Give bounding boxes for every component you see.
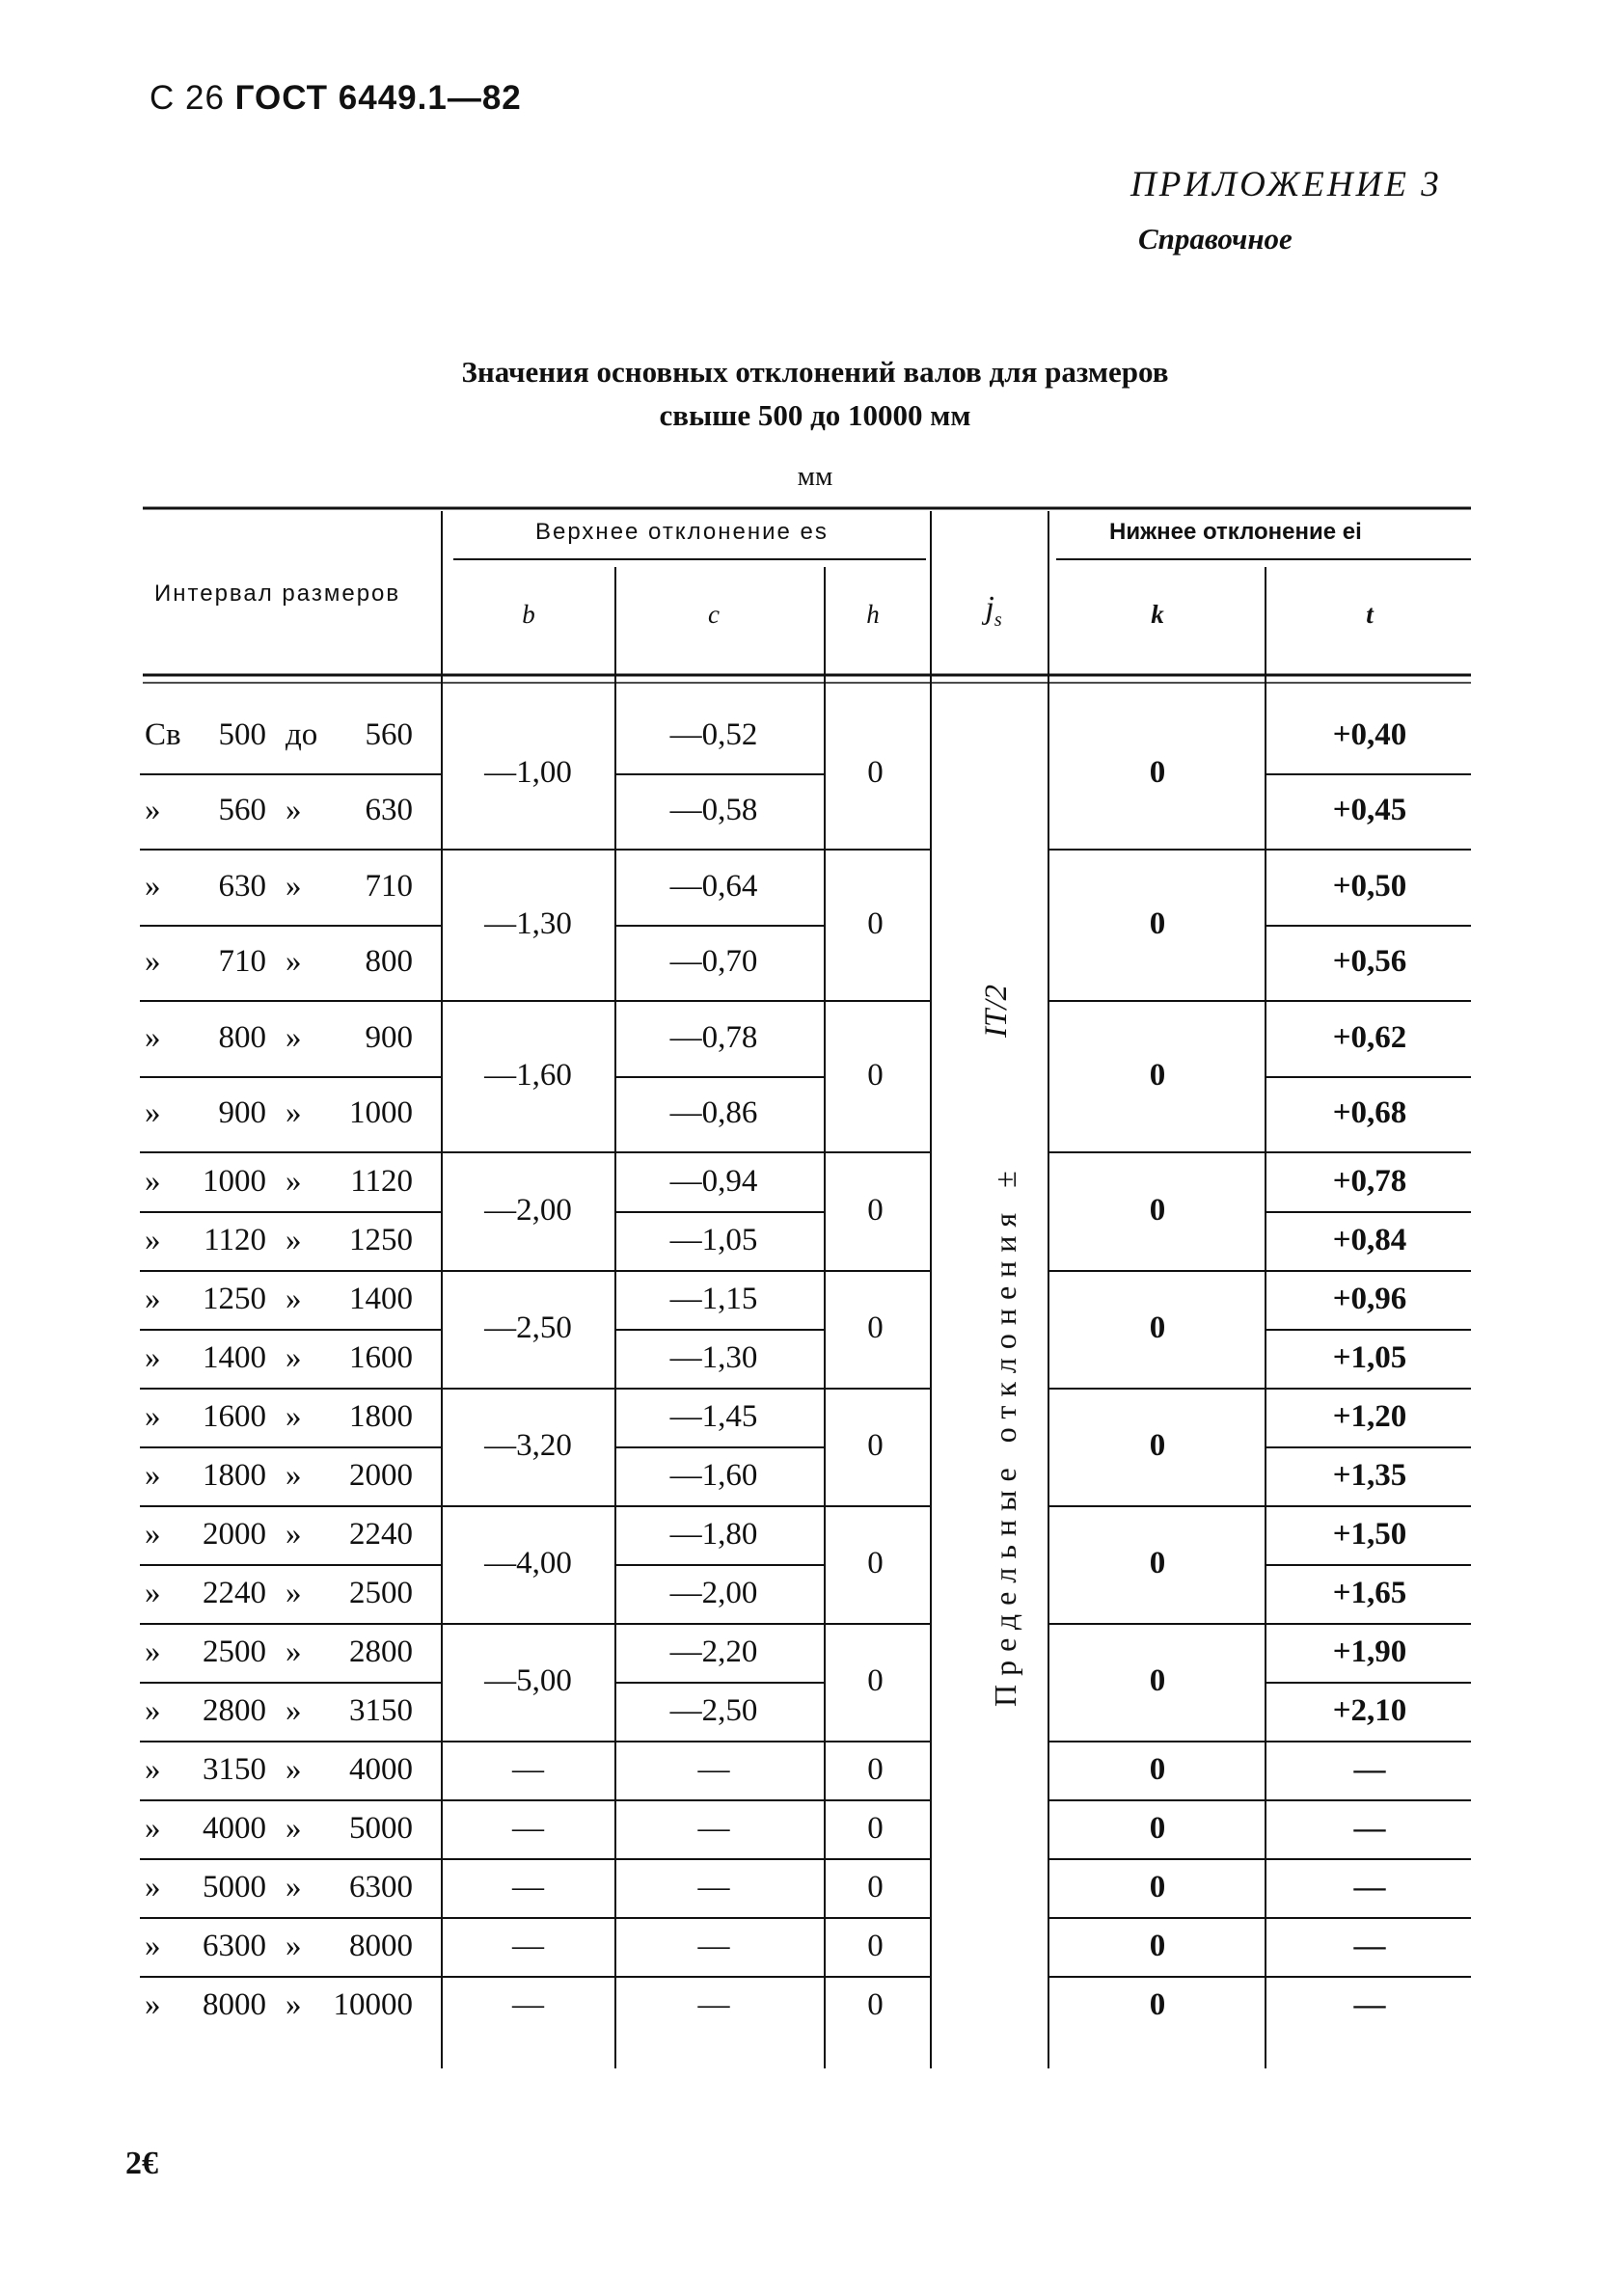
table-title-line2: свыше 500 до 10000 мм <box>659 398 971 432</box>
value-t: +0,45 <box>1332 793 1407 827</box>
value-t: +1,20 <box>1332 1398 1407 1434</box>
interval-mid: » <box>286 1281 302 1316</box>
value-t: +1,90 <box>1332 1634 1407 1669</box>
interval-to: 2240 <box>349 1516 413 1552</box>
value-c: —1,80 <box>669 1516 758 1552</box>
interval-to: 1400 <box>349 1281 413 1316</box>
interval-to: 710 <box>365 869 413 904</box>
value-c: —1,05 <box>669 1222 758 1257</box>
interval-to: 3150 <box>349 1692 413 1728</box>
value-b: —4,00 <box>484 1546 572 1580</box>
interval-prefix: » <box>145 1928 161 1963</box>
interval-from: 3150 <box>203 1751 266 1787</box>
interval-mid: » <box>286 1339 302 1375</box>
value-h: 0 <box>867 1986 884 2022</box>
js-fraction-denominator: 2 <box>979 984 1015 1001</box>
value-t: — <box>1353 1810 1386 1846</box>
interval-prefix: » <box>145 1095 161 1130</box>
interval-prefix: » <box>145 944 161 979</box>
value-b: — <box>512 1986 544 2022</box>
value-t: +2,10 <box>1332 1692 1407 1728</box>
interval-prefix: » <box>145 1692 161 1728</box>
value-b: —2,00 <box>484 1193 572 1228</box>
value-k: 0 <box>1149 1986 1166 2022</box>
header-col-b: b <box>522 600 535 629</box>
value-h: 0 <box>867 1751 884 1787</box>
value-k: 0 <box>1149 1310 1166 1345</box>
value-c: —1,45 <box>669 1398 758 1434</box>
interval-to: 6300 <box>349 1869 413 1904</box>
interval-from: 900 <box>218 1095 266 1130</box>
interval-mid: » <box>286 1928 302 1963</box>
value-h: 0 <box>867 1546 884 1580</box>
interval-to: 2000 <box>349 1457 413 1493</box>
interval-from: 2800 <box>203 1692 266 1728</box>
value-k: 0 <box>1149 1810 1166 1846</box>
value-c: —1,15 <box>669 1281 758 1316</box>
value-h: 0 <box>867 1810 884 1846</box>
value-k: 0 <box>1149 1751 1166 1787</box>
value-h: 0 <box>867 1058 884 1093</box>
interval-prefix: » <box>145 1986 161 2022</box>
interval-mid: » <box>286 944 302 979</box>
interval-mid: » <box>286 1810 302 1846</box>
value-h: 0 <box>867 1663 884 1698</box>
value-k: 0 <box>1149 1546 1166 1580</box>
header-col-c: c <box>708 600 720 629</box>
value-t: +0,56 <box>1332 944 1407 979</box>
value-k: 0 <box>1149 906 1166 941</box>
value-c: — <box>697 1928 730 1963</box>
value-k: 0 <box>1149 755 1166 790</box>
interval-from: 800 <box>218 1020 266 1055</box>
header-col-t: t <box>1366 600 1374 629</box>
interval-to: 800 <box>365 944 413 979</box>
header-interval: Интервал размеров <box>154 581 401 607</box>
value-t: +0,40 <box>1332 717 1407 752</box>
units-label: мм <box>797 461 833 492</box>
value-c: —1,30 <box>669 1339 758 1375</box>
page-number: 2€ <box>125 2146 158 2181</box>
interval-mid: » <box>286 1692 302 1728</box>
value-c: —0,70 <box>669 944 758 979</box>
interval-from: 500 <box>218 717 266 752</box>
interval-to: 1600 <box>349 1339 413 1375</box>
interval-from: 1250 <box>203 1281 266 1316</box>
header-col-h: h <box>866 600 880 629</box>
interval-prefix: Св <box>145 717 181 752</box>
value-c: — <box>697 1986 730 2022</box>
interval-from: 2000 <box>203 1516 266 1552</box>
interval-to: 4000 <box>349 1751 413 1787</box>
interval-to: 630 <box>365 793 413 827</box>
value-t: — <box>1353 1869 1386 1904</box>
appendix-title: ПРИЛОЖЕНИЕ 3 <box>1130 165 1442 204</box>
value-k: 0 <box>1149 1193 1166 1228</box>
value-c: —1,60 <box>669 1457 758 1493</box>
value-c: —0,94 <box>669 1163 758 1199</box>
interval-mid: » <box>286 1457 302 1493</box>
interval-to: 10000 <box>333 1986 413 2022</box>
value-t: +0,96 <box>1332 1281 1407 1316</box>
value-k: 0 <box>1149 1663 1166 1698</box>
interval-from: 630 <box>218 869 266 904</box>
interval-mid: » <box>286 1575 302 1610</box>
appendix-subtitle: Справочное <box>1138 222 1293 256</box>
interval-to: 1000 <box>349 1095 413 1130</box>
value-h: 0 <box>867 1193 884 1228</box>
value-t: — <box>1353 1986 1386 2022</box>
header-lower-deviation: Нижнее отклонение ei <box>1109 519 1362 545</box>
interval-mid: » <box>286 1986 302 2022</box>
interval-from: 6300 <box>203 1928 266 1963</box>
interval-to: 1800 <box>349 1398 413 1434</box>
header-col-js: $j_s$ <box>985 590 1002 631</box>
interval-mid: » <box>286 1634 302 1669</box>
interval-mid: » <box>286 1020 302 1055</box>
value-h: 0 <box>867 906 884 941</box>
value-b: — <box>512 1928 544 1963</box>
interval-prefix: » <box>145 1457 161 1493</box>
interval-from: 710 <box>218 944 266 979</box>
value-t: +0,62 <box>1332 1020 1407 1055</box>
value-k: 0 <box>1149 1928 1166 1963</box>
value-b: —5,00 <box>484 1663 572 1698</box>
interval-prefix: » <box>145 1163 161 1199</box>
interval-mid: » <box>286 1398 302 1434</box>
value-c: —0,78 <box>669 1020 758 1055</box>
interval-from: 1400 <box>203 1339 266 1375</box>
value-t: — <box>1353 1928 1386 1963</box>
interval-prefix: » <box>145 1339 161 1375</box>
value-t: +0,68 <box>1332 1095 1407 1130</box>
interval-mid: » <box>286 1516 302 1552</box>
interval-to: 1250 <box>349 1222 413 1257</box>
value-t: +0,50 <box>1332 869 1407 904</box>
interval-from: 1600 <box>203 1398 266 1434</box>
interval-prefix: » <box>145 1222 161 1257</box>
value-b: —1,30 <box>484 906 572 941</box>
value-t: +1,05 <box>1332 1339 1407 1375</box>
interval-prefix: » <box>145 1751 161 1787</box>
interval-to: 2800 <box>349 1634 413 1669</box>
value-b: —1,00 <box>484 755 572 790</box>
interval-from: 1120 <box>204 1222 266 1257</box>
interval-prefix: » <box>145 1869 161 1904</box>
value-c: —0,86 <box>669 1095 758 1130</box>
interval-prefix: » <box>145 1810 161 1846</box>
value-c: —2,50 <box>669 1692 758 1728</box>
interval-from: 560 <box>218 793 266 827</box>
value-c: — <box>697 1810 730 1846</box>
interval-mid: » <box>286 869 302 904</box>
value-c: — <box>697 1751 730 1787</box>
js-fraction-numerator: IT <box>979 1009 1015 1039</box>
value-t: +1,65 <box>1332 1575 1407 1610</box>
interval-prefix: » <box>145 869 161 904</box>
interval-from: 2500 <box>203 1634 266 1669</box>
value-t: +1,35 <box>1332 1457 1407 1493</box>
interval-mid: » <box>286 1095 302 1130</box>
interval-from: 1000 <box>203 1163 266 1199</box>
interval-to: 1120 <box>350 1163 413 1199</box>
interval-to: 8000 <box>349 1928 413 1963</box>
interval-prefix: » <box>145 1516 161 1552</box>
value-h: 0 <box>867 1928 884 1963</box>
interval-mid: » <box>286 793 302 827</box>
interval-prefix: » <box>145 1398 161 1434</box>
value-k: 0 <box>1149 1058 1166 1093</box>
value-b: — <box>512 1810 544 1846</box>
standard-code: ГОСТ 6449.1—82 <box>234 79 522 117</box>
value-k: 0 <box>1149 1428 1166 1463</box>
header-upper-deviation: Верхнее отклонение es <box>535 519 829 545</box>
page-code: С 26 <box>150 79 225 117</box>
interval-to: 560 <box>365 717 413 752</box>
interval-mid: » <box>286 1869 302 1904</box>
value-t: +0,84 <box>1332 1222 1407 1257</box>
value-b: —3,20 <box>484 1428 572 1463</box>
interval-mid: до <box>286 717 318 752</box>
interval-to: 5000 <box>349 1810 413 1846</box>
interval-to: 2500 <box>349 1575 413 1610</box>
interval-to: 900 <box>365 1020 413 1055</box>
value-c: —0,58 <box>669 793 758 827</box>
value-c: —0,64 <box>669 869 758 904</box>
interval-from: 2240 <box>203 1575 266 1610</box>
interval-from: 5000 <box>203 1869 266 1904</box>
interval-prefix: » <box>145 1575 161 1610</box>
value-b: — <box>512 1751 544 1787</box>
value-b: —2,50 <box>484 1310 572 1345</box>
interval-from: 4000 <box>203 1810 266 1846</box>
interval-prefix: » <box>145 1281 161 1316</box>
value-t: +1,50 <box>1332 1516 1407 1552</box>
value-h: 0 <box>867 1310 884 1345</box>
interval-from: 8000 <box>203 1986 266 2022</box>
value-h: 0 <box>867 1428 884 1463</box>
value-t: +0,78 <box>1332 1163 1407 1199</box>
js-note-text: Предельные отклонения ± <box>988 1162 1022 1707</box>
interval-prefix: » <box>145 1020 161 1055</box>
table-title-line1: Значения основных отклонений валов для размеров <box>461 355 1169 389</box>
value-c: — <box>697 1869 730 1904</box>
interval-prefix: » <box>145 1634 161 1669</box>
value-k: 0 <box>1149 1869 1166 1904</box>
value-h: 0 <box>867 1869 884 1904</box>
value-t: — <box>1353 1751 1386 1787</box>
js-fraction: IT/2 <box>979 984 1015 1039</box>
interval-mid: » <box>286 1222 302 1257</box>
interval-from: 1800 <box>203 1457 266 1493</box>
header-col-k: k <box>1151 600 1164 629</box>
value-b: — <box>512 1869 544 1904</box>
value-b: —1,60 <box>484 1058 572 1093</box>
interval-prefix: » <box>145 793 161 827</box>
value-h: 0 <box>867 755 884 790</box>
interval-mid: » <box>286 1751 302 1787</box>
value-c: —2,00 <box>669 1575 758 1610</box>
interval-mid: » <box>286 1163 302 1199</box>
value-c: —2,20 <box>669 1634 758 1669</box>
value-c: —0,52 <box>669 717 758 752</box>
